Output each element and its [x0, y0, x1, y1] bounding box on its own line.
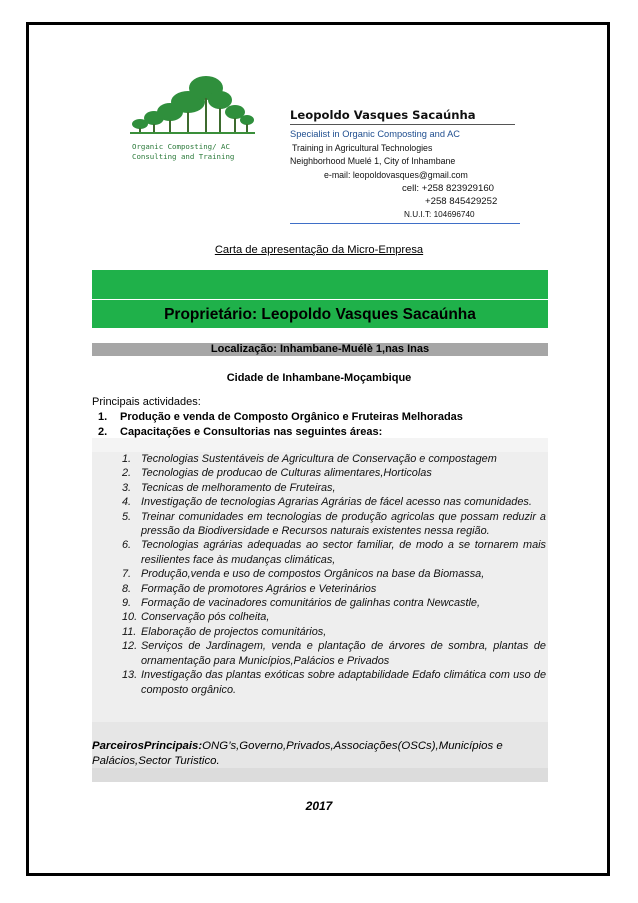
sub-activity-number: 11. [122, 625, 137, 638]
sub-activity-text: Investigação das plantas exóticas sobre adaptabilidade Edafo climática com uso de composto orgânico. [141, 669, 546, 696]
main-activity-number: 2. [98, 426, 108, 438]
card-email: e-mail: leopoldovasques@gmail.com [324, 170, 468, 180]
main-activity-text: Produção e venda de Composto Orgânico e Fruteiras Melhoradas [120, 411, 463, 423]
sub-activity-number: 6. [122, 539, 132, 552]
sub-activity-item [122, 639, 546, 668]
card-cell-2: +258 845429252 [425, 196, 498, 207]
sub-activity-number: 1. [122, 453, 132, 465]
sub-activity-item [122, 582, 546, 596]
sub-activity-number: 10. [122, 611, 138, 624]
sub-activity-number: 4. [122, 496, 132, 509]
company-logo [130, 70, 260, 162]
sub-activity-number: 2. [122, 467, 132, 480]
sub-activity-item [122, 610, 546, 624]
card-cell-1: cell: +258 823929160 [402, 183, 495, 194]
partners-text [92, 739, 548, 769]
city-text: Cidade de Inhambane-Moçambique [226, 372, 412, 384]
partners-label: ParceirosPrincipais: [92, 740, 203, 752]
sub-activity-item [122, 668, 546, 697]
sub-activity-item [122, 567, 546, 581]
main-activity-number: 1. [98, 411, 108, 423]
sub-activity-item [122, 481, 546, 495]
sub-activity-text: Treinar comunidades em tecnologias de produção agricolas que possam reduzir a pressão da Biodiversidade e Recursos naturais existentes nessa região. [141, 510, 546, 538]
card-bottom-divider [290, 223, 520, 224]
sub-activity-item [122, 596, 546, 610]
activities-shaded-top [92, 438, 548, 452]
sub-activity-text: Serviços de Jardinagem, venda e plantação de árvores de sombra, plantas de ornamentação para Municípios,Palácios e Privados [141, 640, 546, 667]
sub-activity-item [122, 495, 546, 509]
sub-activity-text: Tecnologias agrárias adequadas ao sector familiar, de modo a se tornarem mais resilientes face às mudanças climáticas, [141, 539, 546, 566]
sub-activity-text: Produção,venda e uso de compostos Orgânicos na base da Biomassa, [141, 568, 485, 581]
partners-list: ONG’s,Governo,Privados,Associações(OSCs),Municípios e Palácios,Sector Turistico. [92, 740, 503, 767]
sub-activity-text: Formação de vacinadores comunitários de galinhas contra Newcastle, [141, 597, 480, 610]
sub-activity-item [122, 538, 546, 567]
sub-activity-text: Elaboração de projectos comunitários, [141, 625, 327, 638]
owner-title: Proprietário: Leopoldo Vasques Sacaúnha [164, 306, 476, 323]
document-year: 2017 [305, 799, 333, 813]
partners-bottom-shade [92, 768, 548, 782]
card-neighborhood: Neighborhood Muelé 1, City of Inhambane [290, 156, 456, 166]
sub-activity-item [122, 466, 546, 480]
sub-activity-text: Tecnologias Sustentáveis de Agricultura de Conservação e compostagem [141, 453, 497, 465]
main-activity-text: Capacitações e Consultorias nas seguintes áreas: [120, 426, 383, 438]
activities-title: Principais actividades: [92, 396, 201, 408]
tree-logo-icon [130, 70, 255, 138]
intro-heading: Carta de apresentação da Micro-Empresa [214, 244, 424, 256]
logo-line-1: Organic Composting/ AC [132, 142, 230, 151]
sub-activity-item [122, 625, 546, 639]
sub-activities-list [122, 452, 546, 697]
sub-activity-text: Investigação de tecnologias Agrarias Agrárias de fácel acesso nas comunidades. [141, 496, 532, 509]
card-nuit: N.U.I.T: 104696740 [404, 210, 475, 219]
sub-activity-text: Tecnologias de producao de Culturas alimentares,Horticolas [141, 467, 432, 480]
green-band-top [92, 270, 548, 299]
card-training: Training in Agricultural Technologies [292, 143, 433, 153]
sub-activity-number: 9. [122, 597, 132, 610]
sub-activity-number: 13. [122, 669, 138, 682]
sub-activity-text: Tecnicas de melhoramento de Fruteiras, [141, 481, 336, 494]
card-divider [290, 124, 515, 125]
sub-activity-number: 5. [122, 510, 132, 523]
sub-activity-number: 8. [122, 582, 132, 595]
location-text: Localização: Inhambane-Muélè 1,nas Inas [210, 343, 430, 355]
sub-activity-item [122, 452, 546, 466]
logo-text [132, 142, 234, 162]
card-name: Leopoldo Vasques Sacaúnha [290, 108, 476, 122]
sub-activity-number: 3. [122, 481, 132, 494]
sub-activity-item [122, 510, 546, 539]
main-activities-list [98, 410, 463, 440]
card-specialist: Specialist in Organic Composting and AC [290, 129, 461, 139]
main-activity-item [98, 410, 463, 425]
sub-activity-number: 12. [122, 640, 138, 653]
sub-activity-text: Conservação pós colheita, [141, 611, 270, 624]
sub-activity-number: 7. [122, 568, 132, 581]
logo-line-2: Consulting and Training [132, 152, 235, 161]
sub-activity-text: Formação de promotores Agrários e Veterinários [141, 582, 377, 595]
